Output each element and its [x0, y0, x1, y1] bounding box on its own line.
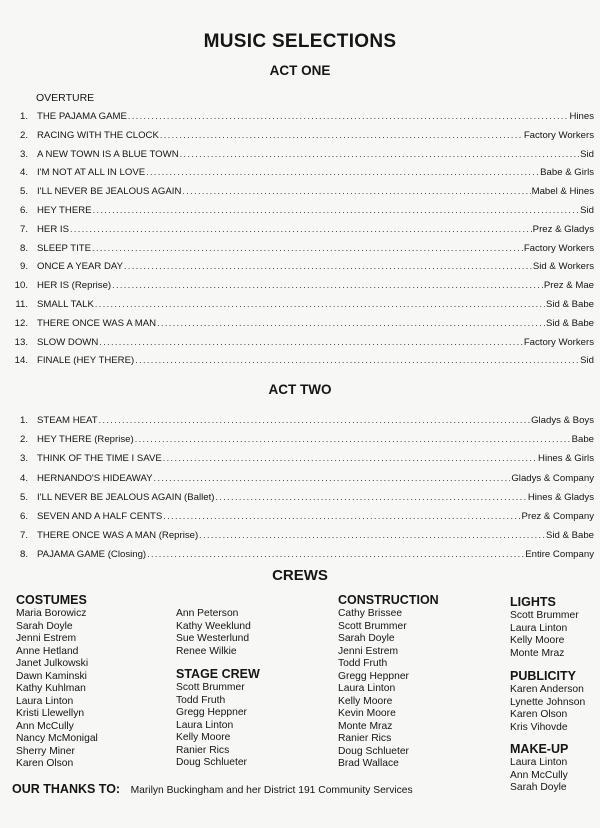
song-number: 13. [14, 336, 28, 348]
song-title: I'LL NEVER BE JEALOUS AGAIN (Ballet) [37, 491, 215, 503]
song-number: 10. [14, 280, 28, 292]
song-performer: Hines [569, 111, 594, 122]
song-title: SLOW DOWN [37, 336, 99, 348]
song-row [0, 547, 600, 561]
song-row [0, 184, 600, 198]
dot-leader [95, 297, 545, 311]
dot-leader [163, 451, 537, 465]
song-row [0, 432, 600, 446]
crew-member: Karen Olson [16, 758, 74, 769]
crew-member: Monte Mraz [510, 647, 565, 659]
crew-member: Kris Vihovde [510, 721, 568, 733]
crew-member: Laura Linton [176, 719, 234, 731]
song-number: 3. [19, 453, 28, 465]
song-performer: Gladys & Company [511, 472, 594, 484]
song-row [0, 128, 600, 142]
crew-member: Laura Linton [510, 757, 568, 768]
song-number: 4. [19, 167, 28, 179]
song-number: 4. [19, 472, 28, 484]
song-performer: Sid & Babe [545, 299, 594, 310]
song-performer: Babe [571, 434, 594, 446]
crew-member: Todd Fruth [176, 694, 226, 706]
song-performer: Sid & Babe [545, 317, 594, 329]
crew-member: Scott Brummer [338, 620, 407, 632]
crew-member: Dawn Kaminski [16, 670, 87, 682]
song-number: 8. [19, 242, 28, 254]
song-performer: Prez & Mae [543, 280, 594, 292]
song-number: 9. [19, 261, 28, 273]
song-row [0, 203, 600, 217]
dot-leader [70, 222, 532, 236]
act-two-heading: ACT TWO [268, 382, 332, 397]
song-row [0, 297, 600, 311]
crew-member: Kelly Moore [176, 732, 231, 743]
crew-member: Gregg Heppner [338, 670, 409, 682]
crew-member: Lynette Johnson [510, 696, 586, 708]
dot-leader [135, 353, 579, 367]
dot-leader [128, 109, 569, 123]
dot-leader [163, 509, 520, 523]
song-number: 2. [19, 434, 28, 446]
song-title: HER IS [37, 223, 69, 235]
crew-member: Todd Fruth [338, 658, 388, 669]
song-row [0, 241, 600, 255]
song-title: THERE ONCE WAS A MAN [37, 317, 157, 329]
song-row [0, 278, 600, 292]
song-row [0, 222, 600, 236]
song-row [0, 509, 600, 523]
song-number: 11. [15, 299, 28, 310]
costumes-name-list-continued [176, 608, 251, 658]
song-title: A NEW TOWN IS A BLUE TOWN [37, 148, 179, 160]
crew-member: Renee Wilkie [176, 645, 237, 657]
dot-leader [99, 335, 523, 349]
construction-name-list [338, 608, 439, 771]
crew-member: Scott Brummer [510, 610, 579, 621]
song-performer: Factory Workers [523, 242, 594, 254]
song-performer: Sid [580, 148, 594, 160]
crew-member: Kevin Moore [338, 708, 396, 719]
song-performer: Sid & Workers [532, 261, 594, 273]
song-performer: Mabel & Hines [531, 186, 594, 198]
crew-member: Kathy Kuhlman [16, 683, 86, 694]
crew-member: Ann Peterson [176, 608, 239, 619]
song-performer: Prez & Company [521, 511, 594, 522]
page-title: MUSIC SELECTIONS [203, 31, 397, 52]
song-title: THE PAJAMA GAME [37, 111, 127, 122]
crew-member: Sarah Doyle [16, 620, 73, 632]
song-row [0, 353, 600, 367]
thanks-label: OUR THANKS TO: [12, 782, 121, 796]
act-one-heading: ACT ONE [269, 63, 331, 78]
crew-member: Gregg Heppner [176, 707, 247, 718]
dot-leader [160, 128, 523, 142]
song-row [0, 451, 600, 465]
song-title: STEAM HEAT [37, 415, 98, 426]
song-title: THERE ONCE WAS A MAN (Reprise) [37, 530, 199, 542]
song-number: 12. [14, 317, 28, 329]
crew-member: Anne Hetland [16, 645, 79, 657]
song-title: I'M NOT AT ALL IN LOVE [37, 167, 146, 179]
dot-leader [157, 316, 545, 330]
stage-crew-section [176, 666, 260, 770]
dot-leader [154, 471, 511, 485]
crew-member: Sue Westerlund [176, 633, 250, 644]
costumes-name-list [16, 608, 98, 771]
dot-leader [99, 413, 530, 427]
dot-leader [199, 528, 545, 542]
song-title: RACING WITH THE CLOCK [37, 129, 159, 141]
crew-member: Laura Linton [16, 695, 74, 707]
thanks-line [12, 780, 413, 798]
song-number: 6. [19, 511, 28, 522]
publicity-section [510, 668, 585, 734]
song-row [0, 335, 600, 349]
song-performer: Sid [580, 205, 594, 216]
crew-member: Janet Julkowski [16, 658, 89, 669]
song-performer: Gladys & Boys [531, 415, 594, 426]
song-performer: Entire Company [525, 549, 594, 561]
song-performer: Hines & Girls [538, 453, 594, 465]
dot-leader [215, 490, 526, 504]
crew-member: Doug Schlueter [176, 757, 247, 768]
crew-member: Sarah Doyle [510, 782, 567, 793]
song-title: SLEEP TITE [37, 242, 92, 254]
costumes-continued-section [176, 608, 251, 658]
song-row [0, 413, 600, 427]
song-row [0, 109, 600, 123]
crew-member: Karen Olson [510, 709, 568, 720]
song-performer: Factory Workers [523, 129, 594, 141]
song-performer: Prez & Gladys [532, 223, 594, 235]
publicity-name-list [510, 684, 585, 734]
construction-section [338, 592, 439, 771]
lights-name-list [510, 610, 579, 660]
crew-member: Nancy McMonigal [16, 733, 98, 744]
dot-leader [180, 147, 579, 161]
song-title: HER IS (Reprise) [37, 280, 112, 292]
crew-member: Jenni Estrem [16, 633, 77, 644]
song-title: SMALL TALK [37, 299, 94, 310]
song-row [0, 471, 600, 485]
stage-crew-heading: STAGE CREW [176, 667, 260, 681]
crew-member: Jenni Estrem [338, 645, 399, 657]
dot-leader [147, 547, 524, 561]
song-title: HEY THERE [37, 205, 92, 216]
song-row [0, 259, 600, 273]
song-performer: Hines & Gladys [527, 491, 594, 503]
song-title: PAJAMA GAME (Closing) [37, 549, 147, 561]
crew-member: Ann McCully [510, 769, 568, 781]
song-number: 7. [19, 223, 28, 235]
crew-member: Ranier Rics [176, 744, 230, 756]
song-title: HERNANDO'S HIDEAWAY [37, 472, 153, 484]
publicity-heading: PUBLICITY [510, 669, 576, 683]
crew-member: Scott Brummer [176, 682, 245, 693]
song-number: 5. [19, 491, 28, 503]
crew-member: Kelly Moore [510, 635, 565, 646]
song-number: 1. [19, 111, 28, 122]
dot-leader [92, 241, 523, 255]
song-number: 5. [19, 186, 28, 198]
costumes-section [16, 592, 98, 771]
crew-member: Cathy Brissee [338, 608, 403, 619]
crew-member: Ranier Rics [338, 733, 392, 744]
dot-leader [146, 165, 539, 179]
crew-member: Maria Borowicz [16, 608, 87, 619]
song-performer: Factory Workers [523, 336, 594, 348]
song-title: ONCE A YEAR DAY [37, 261, 124, 273]
lights-section [510, 594, 579, 660]
dot-leader [93, 203, 580, 217]
song-title: FINALE (HEY THERE) [37, 355, 135, 367]
song-number: 1. [19, 415, 28, 426]
lights-heading: LIGHTS [510, 595, 556, 609]
song-number: 7. [19, 530, 28, 542]
thanks-text: Marilyn Buckingham and her District 191 Community Services [130, 785, 413, 796]
crew-member: Sarah Doyle [338, 633, 395, 644]
song-performer: Sid [580, 355, 594, 367]
makeup-heading: MAKE-UP [510, 742, 569, 756]
crew-member: Kristi Llewellyn [16, 708, 85, 719]
song-number: 6. [19, 205, 28, 216]
dot-leader [135, 432, 571, 446]
crew-member: Brad Wallace [338, 758, 399, 769]
song-title: HEY THERE (Reprise) [37, 434, 134, 446]
crew-member: Ann McCully [16, 720, 74, 732]
dot-leader [112, 278, 543, 292]
overture-label: OVERTURE [36, 92, 95, 104]
crews-heading: CREWS [272, 567, 328, 584]
stage-crew-name-list [176, 682, 260, 770]
song-row [0, 147, 600, 161]
song-title: SEVEN AND A HALF CENTS [37, 511, 163, 522]
song-row [0, 316, 600, 330]
song-performer: Babe & Girls [540, 167, 594, 179]
song-number: 14. [14, 355, 28, 367]
song-performer: Sid & Babe [545, 530, 594, 542]
construction-heading: CONSTRUCTION [338, 593, 439, 607]
crew-member: Sherry Miner [16, 745, 75, 757]
crew-member: Kelly Moore [338, 695, 393, 707]
costumes-heading: COSTUMES [16, 593, 87, 607]
crew-member: Karen Anderson [510, 684, 584, 695]
dot-leader [124, 259, 532, 273]
song-row [0, 490, 600, 504]
crew-member: Laura Linton [338, 683, 396, 694]
song-title: THINK OF THE TIME I SAVE [37, 453, 162, 465]
makeup-name-list [510, 757, 568, 795]
dot-leader [182, 184, 530, 198]
crew-member: Doug Schlueter [338, 745, 409, 757]
song-number: 3. [19, 148, 28, 160]
song-row [0, 528, 600, 542]
song-row [0, 165, 600, 179]
song-number: 2. [19, 129, 28, 141]
crew-member: Monte Mraz [338, 720, 393, 732]
makeup-section [510, 741, 568, 795]
song-number: 8. [19, 549, 28, 561]
crew-member: Laura Linton [510, 622, 568, 634]
song-title: I'LL NEVER BE JEALOUS AGAIN [37, 186, 182, 198]
crew-member: Kathy Weeklund [176, 620, 251, 632]
